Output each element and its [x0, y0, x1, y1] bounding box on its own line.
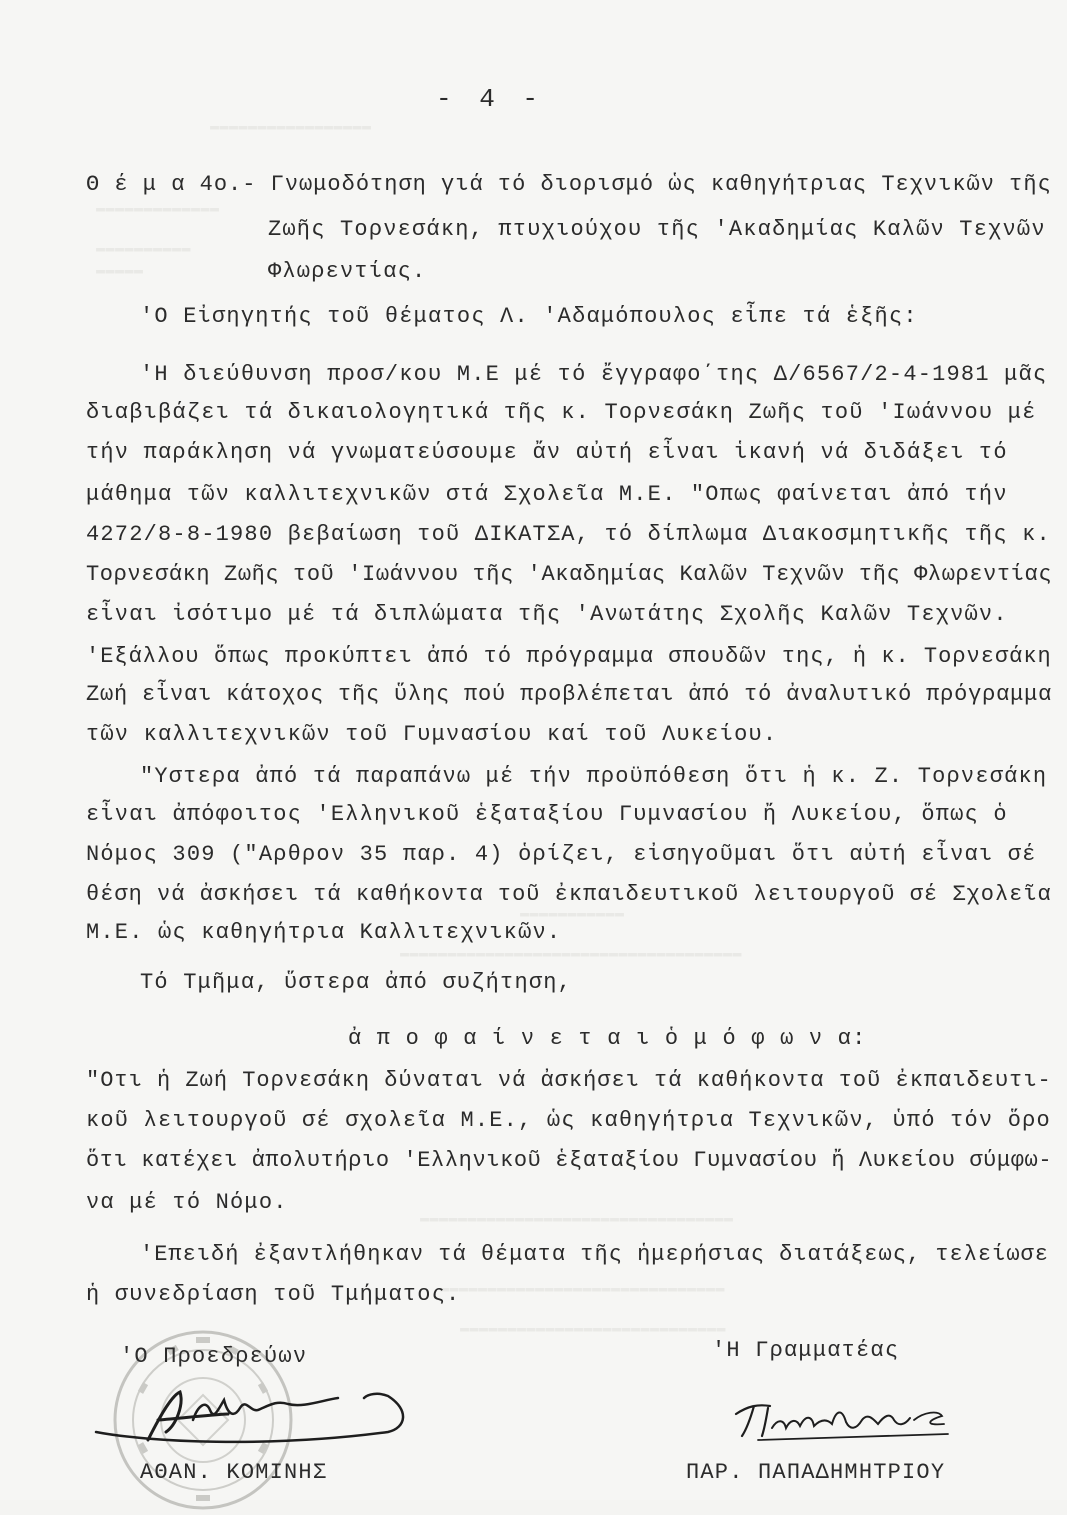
closing-line: ἡ συνεδρίαση τοῦ Τμήματος.	[86, 1282, 461, 1307]
body-line: θέση νά ἀσκήσει τά καθήκοντα τοῦ ἐκπαιδευτικοῦ λειτουργοῦ σέ Σχολεῖα	[86, 882, 1052, 907]
decision-line: κοῦ λειτουργοῦ σέ σχολεῖα Μ.Ε., ὡς καθηγήτρια Τεχνικῶν, ὑπό τόν ὅρο	[86, 1108, 1051, 1133]
page-number: - 4 -	[436, 84, 545, 114]
document-page: ▬▬▬▬▬▬▬▬▬▬▬▬▬▬▬▬▬ ▬▬▬▬▬▬▬▬▬▬▬▬▬ ▬▬▬▬▬▬▬▬▬▬ ▬▬▬▬▬ ▬▬▬▬▬▬▬▬▬▬▬ ▬▬▬▬▬▬▬▬▬▬▬▬▬▬▬▬▬▬▬▬▬▬▬▬▬▬▬▬▬▬▬▬▬▬▬▬ ▬▬▬▬▬▬▬▬▬▬▬▬▬▬▬▬▬▬▬▬▬▬▬▬▬▬▬▬▬▬▬▬▬ ▬▬▬▬▬▬▬▬▬▬▬▬▬▬▬▬▬▬▬▬▬▬▬▬▬▬▬▬▬▬ ▬▬▬▬▬▬▬▬▬▬▬▬▬▬▬▬▬▬▬▬▬▬▬▬▬▬▬▬ - 4 - Θ έ μ α 4ο.- Γνωμοδότηση γιά τό διορισμό ὡς καθηγήτριας Τεχνικῶν τῆς Ζωῆς Τορνεσάκη, πτυχιούχου τῆς 'Ακαδημίας Καλῶν Τεχνῶν Φλωρεντίας. 'Ο Εἰσηγητής τοῦ θέματος Λ. 'Αδαμόπουλος εἶπε τά ἑξῆς: 'Η διεύθυνση προσ/κου Μ.Ε μέ τό ἔγγραφο΄της Δ/6567/2-4-1981 μᾶς διαβιβάζει τά δικαιολογητικά τῆς κ. Τορνεσάκη Ζωῆς τοῦ 'Ιωάννου μέ τήν παράκληση νά γνωματεύσουμε ἄν αὐτή εἶναι ἱκανή νά διδάξει τό μάθημα τῶν καλλιτεχνικῶν στά Σχολεῖα Μ.Ε. "Οπως φαίνεται ἀπό τήν 4272/8-8-1980 βεβαίωση τοῦ ΔΙΚΑΤΣΑ, τό δίπλωμα Διακοσμητικῆς τῆς κ. Τορνεσάκη Ζωῆς τοῦ 'Ιωάννου τῆς 'Ακαδημίας Καλῶν Τεχνῶν τῆς Φλωρεντίας εἶναι ἰσότιμο μέ τά διπλώματα τῆς 'Ανωτάτης Σχολῆς Καλῶν Τεχνῶν. 'Εξάλλου ὅπως προκύπτει ἀπό τό πρόγραμμα σπουδῶν της, ἡ κ. Τορνεσάκη Ζωή εἶναι κάτοχος τῆς ὕλης πού προβλέπεται ἀπό τό ἀναλυτικό πρόγραμμα τῶν καλλιτεχνικῶν τοῦ Γυμνασίου καί τοῦ Λυκείου. "Υστερα ἀπό τά παραπάνω μέ τήν προϋπόθεση ὅτι ἡ κ. Ζ. Τορνεσάκη εἶναι ἀπόφοιτος 'Ελληνικοῦ ἑξαταξίου Γυμνασίου ἤ Λυκείου, ὅπως ὁ Νόμος 309 ("Αρθρον 35 παρ. 4) ὁρίζει, εἰσηγοῦμαι ὅτι αὐτή εἶναι σέ θέση νά ἀσκήσει τά καθήκοντα τοῦ ἐκπαιδευτικοῦ λειτουργοῦ σέ Σχολεῖα Μ.Ε. ὡς καθηγήτρια Καλλιτεχνικῶν. Τό Τμῆμα, ὕστερα ἀπό συζήτηση, ἀ π ο φ α ί ν ε τ α ι ὁ μ ό φ ω ν α: "Οτι ἡ Ζωή Τορνεσάκη δύναται νά ἀσκήσει τά καθήκοντα τοῦ ἐκπαιδευτι- κοῦ λειτουργοῦ σέ σχολεῖα Μ.Ε., ὡς καθηγήτρια Τεχνικῶν, ὑπό τόν ὅρο ὅτι κατέχει ἀπολυτήριο 'Ελληνικοῦ ἑξαταξίου Γυμνασίου ἤ Λυκείου σύμφω- να μέ τό Νόμο. 'Επειδή ἐξαντλήθηκαν τά θέματα τῆς ἡμερήσιας διατάξεως, τελείωσε ἡ συνεδρίαση τοῦ Τμήματος. 'Ο Προεδρεύων 'Η Γραμματέας ΑΘΑΝ. ΚΟΜΙΝΗΣ ΠΑΡ. ΠΑΠΑΔΗΜΗΤΡΙΟΥ	[0, 0, 1067, 1500]
body-line: μάθημα τῶν καλλιτεχνικῶν στά Σχολεῖα Μ.Ε. "Οπως φαίνεται ἀπό τήν	[86, 482, 1008, 507]
secretary-title: 'Η Γραμματέας	[712, 1338, 900, 1363]
body-line: 4272/8-8-1980 βεβαίωση τοῦ ΔΙΚΑΤΣΑ, τό δίπλωμα Διακοσμητικῆς τῆς κ.	[86, 522, 1051, 547]
discussion-line: Τό Τμῆμα, ὕστερα ἀπό συζήτηση,	[140, 970, 573, 995]
topic-line: Θ έ μ α 4ο.- Γνωμοδότηση γιά τό διορισμό ὡς καθηγήτριας Τεχνικῶν τῆς	[86, 172, 1052, 197]
chairman-title: 'Ο Προεδρεύων	[120, 1344, 308, 1369]
secretary-name: ΠΑΡ. ΠΑΠΑΔΗΜΗΤΡΙΟΥ	[686, 1460, 946, 1485]
body-line: Ζωή εἶναι κάτοχος τῆς ὕλης πού προβλέπεται ἀπό τό ἀναλυτικό πρόγραμμα	[86, 682, 1053, 707]
body-line: τήν παράκληση νά γνωματεύσουμε ἄν αὐτή εἶναι ἱκανή νά διδάξει τό	[86, 440, 1008, 465]
topic-line: Ζωῆς Τορνεσάκη, πτυχιούχου τῆς 'Ακαδημίας Καλῶν Τεχνῶν	[268, 217, 1046, 242]
body-line: 'Η διεύθυνση προσ/κου Μ.Ε μέ τό ἔγγραφο΄της Δ/6567/2-4-1981 μᾶς	[140, 362, 1048, 387]
body-line: διαβιβάζει τά δικαιολογητικά τῆς κ. Τορνεσάκη Ζωῆς τοῦ 'Ιωάννου μέ	[86, 400, 1037, 425]
body-line: εἶναι ἰσότιμο μέ τά διπλώματα τῆς 'Ανωτάτης Σχολῆς Καλῶν Τεχνῶν.	[86, 602, 1008, 627]
body-line: εἶναι ἀπόφοιτος 'Ελληνικοῦ ἑξαταξίου Γυμνασίου ἤ Λυκείου, ὅπως ὁ	[86, 802, 1008, 827]
topic-line: Φλωρεντίας.	[268, 259, 427, 284]
chairman-name: ΑΘΑΝ. ΚΟΜΙΝΗΣ	[140, 1460, 328, 1485]
body-line: 'Εξάλλου ὅπως προκύπτει ἀπό τό πρόγραμμα σπουδῶν της, ἡ κ. Τορνεσάκη	[86, 644, 1052, 669]
decision-line: ὅτι κατέχει ἀπολυτήριο 'Ελληνικοῦ ἑξαταξίου Γυμνασίου ἤ Λυκείου σύμφω-	[86, 1148, 1053, 1173]
closing-line: 'Επειδή ἐξαντλήθηκαν τά θέματα τῆς ἡμερήσιας διατάξεως, τελείωσε	[140, 1242, 1049, 1267]
decision-heading: ἀ π ο φ α ί ν ε τ α ι ὁ μ ό φ ω ν α:	[348, 1026, 867, 1051]
rapporteur-intro: 'Ο Εἰσηγητής τοῦ θέματος Λ. 'Αδαμόπουλος εἶπε τά ἑξῆς:	[140, 304, 918, 329]
body-line: τῶν καλλιτεχνικῶν τοῦ Γυμνασίου καί τοῦ Λυκείου.	[86, 722, 778, 747]
decision-line: "Οτι ἡ Ζωή Τορνεσάκη δύναται νά ἀσκήσει τά καθήκοντα τοῦ ἐκπαιδευτι-	[86, 1068, 1052, 1093]
secretary-signature	[728, 1390, 958, 1450]
decision-line: να μέ τό Νόμο.	[86, 1190, 288, 1215]
body-line: Νόμος 309 ("Αρθρον 35 παρ. 4) ὁρίζει, εἰσηγοῦμαι ὅτι αὐτή εἶναι σέ	[86, 842, 1037, 867]
body-line: Μ.Ε. ὡς καθηγήτρια Καλλιτεχνικῶν.	[86, 920, 562, 945]
chairman-signature	[88, 1370, 418, 1460]
body-line: Τορνεσάκη Ζωῆς τοῦ 'Ιωάννου τῆς 'Ακαδημίας Καλῶν Τεχνῶν τῆς Φλωρεντίας	[86, 562, 1053, 587]
body-line: "Υστερα ἀπό τά παραπάνω μέ τήν προϋπόθεση ὅτι ἡ κ. Ζ. Τορνεσάκη	[140, 764, 1048, 789]
